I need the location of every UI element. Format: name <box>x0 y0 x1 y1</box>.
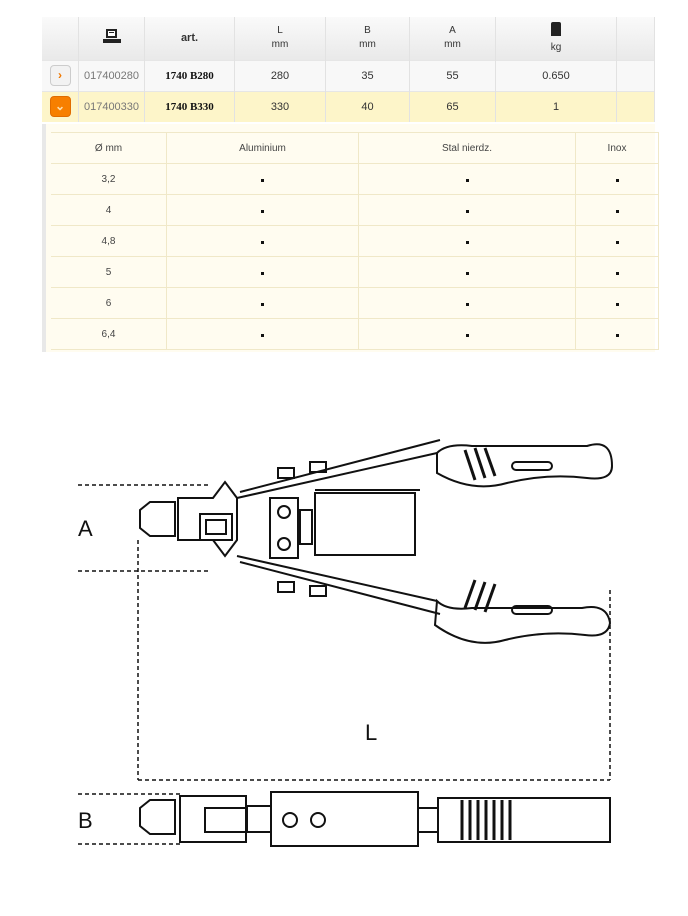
barcode-scanner-icon <box>79 17 145 60</box>
rivet-table <box>51 132 659 350</box>
code: 017400330 <box>79 91 145 122</box>
art: 1740 B280 <box>145 60 235 91</box>
L: 280 <box>235 60 326 91</box>
col-L: L mm <box>235 17 326 60</box>
A: 55 <box>410 60 496 91</box>
art: 1740 B330 <box>145 91 235 122</box>
col-inox: Inox <box>576 133 659 164</box>
table-row: 6 <box>51 288 659 319</box>
A: 65 <box>410 91 496 122</box>
kg: 0.650 <box>496 60 617 91</box>
col-aluminium: Aluminium <box>167 133 359 164</box>
col-diameter: Ø mm <box>51 133 167 164</box>
table-row: 4 <box>51 195 659 226</box>
col-B: B mm <box>326 17 410 60</box>
label-L: L <box>365 720 378 745</box>
label-A: A <box>78 516 93 541</box>
B: 35 <box>326 60 410 91</box>
table-row: 6,4 <box>51 319 659 350</box>
table-row: 4,8 <box>51 226 659 257</box>
code: 017400280 <box>79 60 145 91</box>
products-table <box>42 17 655 122</box>
col-A: A mm <box>410 17 496 60</box>
label-B: B <box>78 808 93 833</box>
col-stainless: Stal nierdz. <box>359 133 576 164</box>
table-row[interactable] <box>42 60 655 91</box>
col-kg: kg <box>496 17 617 60</box>
L: 330 <box>235 91 326 122</box>
rivet-tool-drawing <box>0 380 688 916</box>
table-row[interactable] <box>42 91 655 122</box>
rivet-compatibility-panel <box>42 124 655 352</box>
col-art: art. <box>145 17 235 60</box>
table-row: 5 <box>51 257 659 288</box>
expand-button[interactable]: › <box>50 65 71 86</box>
kg: 1 <box>496 91 617 122</box>
B: 40 <box>326 91 410 122</box>
collapse-button[interactable]: ⌄ <box>50 96 71 117</box>
weight-icon <box>551 22 561 36</box>
table-row: 3,2 <box>51 164 659 195</box>
